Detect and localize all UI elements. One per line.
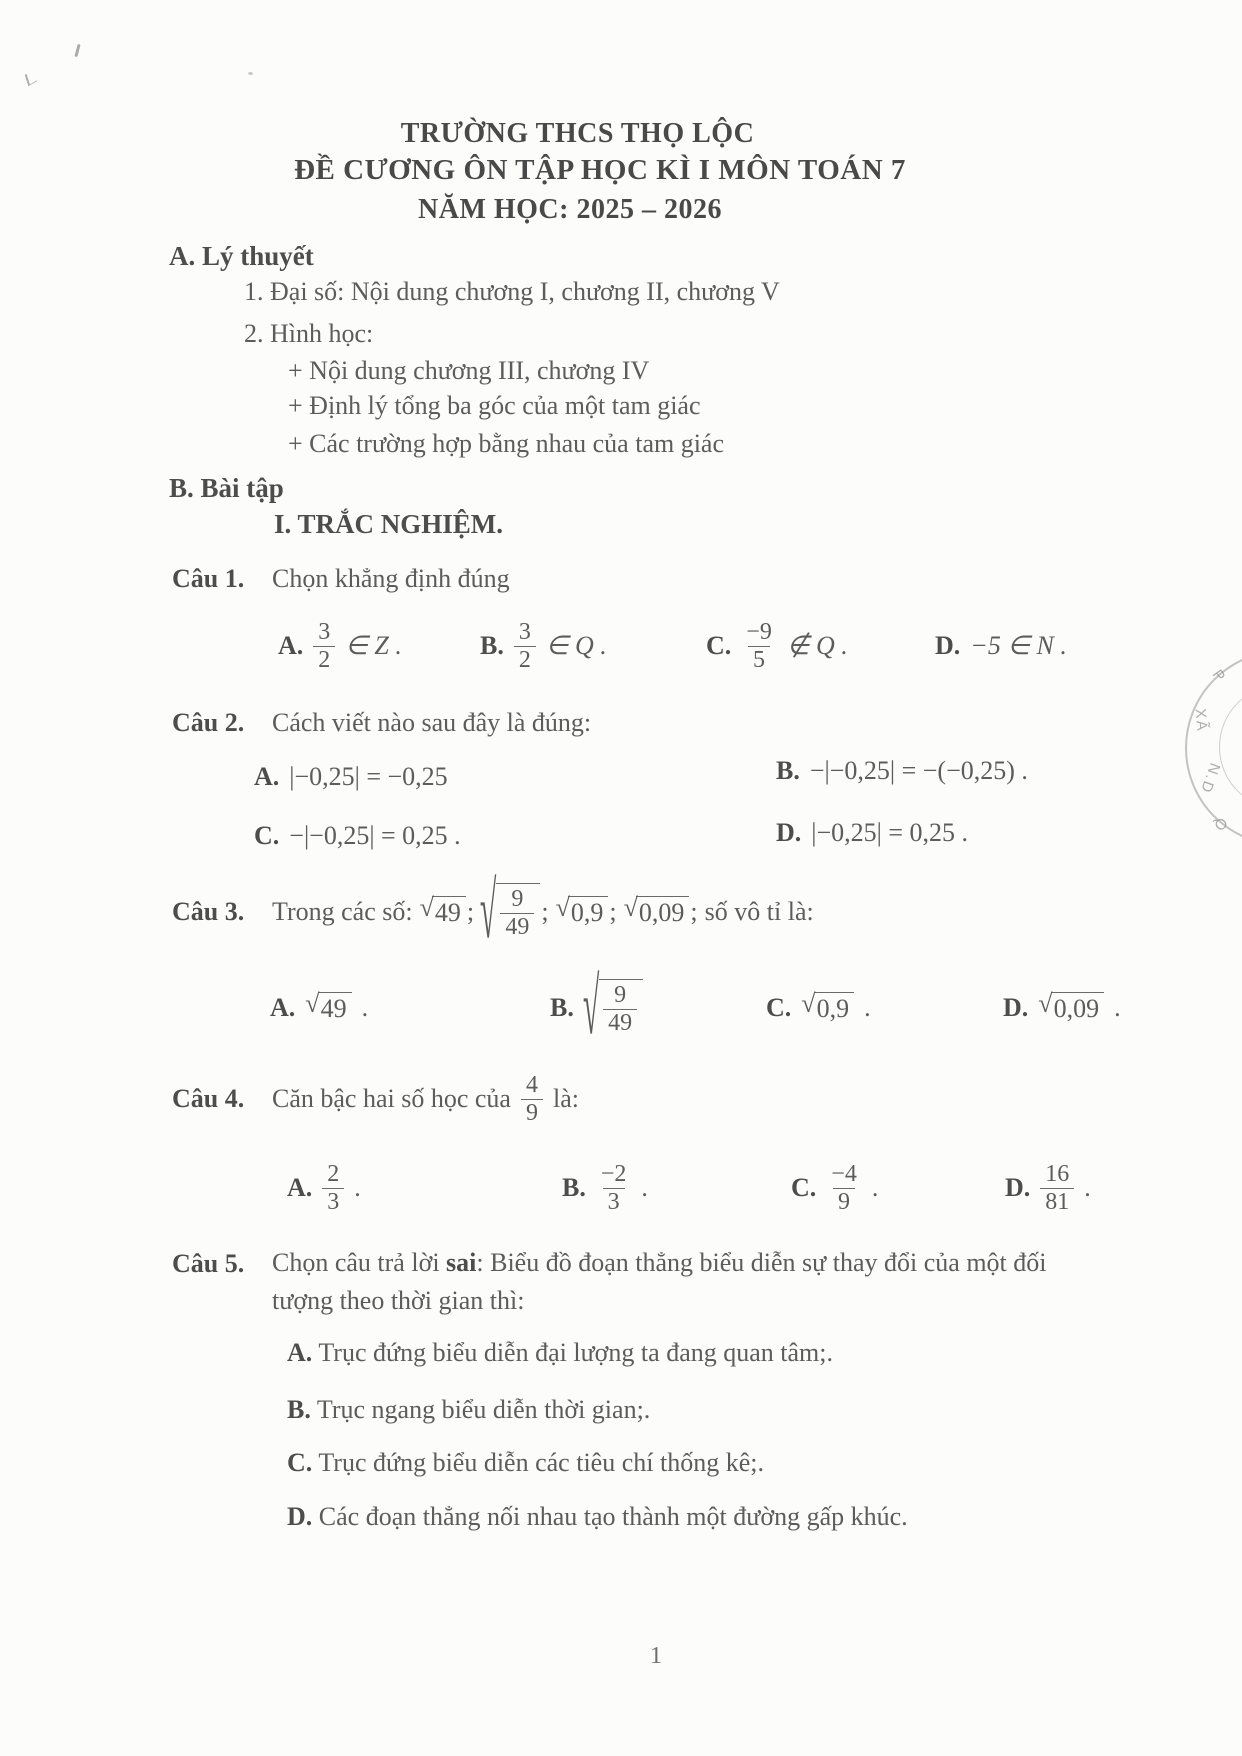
- question-3: [172, 866, 814, 956]
- q3-option-c-tail: .: [864, 993, 871, 1022]
- theory-sub-triangle-sum: + Định lý tổng ba góc của một tam giác: [288, 391, 701, 420]
- sqrt-0-9-icon: [555, 893, 609, 928]
- q3-option-d-label: D.: [1003, 993, 1029, 1022]
- q4-option-d: [1005, 1156, 1091, 1220]
- stamp-text-p: P: [1208, 666, 1230, 687]
- q4-option-d-tail: .: [1084, 1173, 1091, 1202]
- radical-symbol: √: [801, 989, 816, 1019]
- document-title: ĐỀ CƯƠNG ÔN TẬP HỌC KÌ I MÔN TOÁN 7: [294, 154, 906, 186]
- question-4-pre: Căn bậc hai số học của: [272, 1084, 511, 1113]
- radicand: [496, 883, 540, 941]
- sqrt-fraction-icon: [480, 866, 540, 956]
- fraction-numerator: 3: [518, 618, 531, 645]
- radical-symbol: √: [480, 866, 497, 956]
- question-1: [172, 564, 510, 594]
- q1-option-c-label: C.: [706, 631, 732, 660]
- q3-option-a-label: A.: [270, 993, 296, 1022]
- q3-option-b: [550, 962, 643, 1052]
- fraction-numerator: 16: [1045, 1160, 1070, 1187]
- fraction-denominator: 2: [313, 646, 335, 674]
- question-4-label: Câu 4.: [172, 1084, 245, 1113]
- section-multiple-choice: I. TRẮC NGHIỆM.: [274, 509, 504, 539]
- q4-option-b-tail: .: [641, 1173, 648, 1202]
- radicand: [599, 979, 643, 1037]
- q2-option-b: [776, 756, 1028, 786]
- q5-option-a: [287, 1337, 833, 1368]
- practice-heading: B. Bài tập: [169, 473, 284, 503]
- stamp-text-nd: N.D: [1196, 760, 1224, 797]
- radicand: 49: [318, 992, 352, 1024]
- fraction-denominator: 5: [748, 646, 770, 674]
- q4-option-c: [791, 1156, 878, 1220]
- fraction-denominator: 2: [514, 646, 536, 674]
- fraction: [500, 886, 534, 941]
- stamp-text-xa: XÃ: [1191, 707, 1211, 734]
- q1-option-d-label: D.: [935, 631, 961, 660]
- q5-option-c-label: C.: [287, 1448, 313, 1477]
- q3-option-a-tail: .: [361, 993, 369, 1022]
- q2-option-b-label: B.: [776, 756, 800, 785]
- sqrt-0-09-icon: [623, 893, 690, 928]
- fraction-numerator: −4: [831, 1160, 857, 1187]
- q3-option-d: [1003, 976, 1121, 1040]
- separator: ;: [609, 897, 617, 926]
- radicand: 0,09: [1051, 992, 1105, 1024]
- radical-symbol: √: [555, 893, 570, 923]
- q1-option-c-rest: ∉ Q .: [786, 631, 848, 660]
- question-2: [172, 708, 591, 738]
- q3-option-c: [766, 976, 871, 1040]
- radicand: 0,09: [636, 896, 690, 928]
- q2-option-d-text: |−0,25| = 0,25 .: [811, 818, 969, 847]
- question-4: [172, 1072, 579, 1126]
- q4-option-a: [287, 1156, 361, 1220]
- q1-option-c-fraction: [741, 619, 777, 674]
- q5-option-b-label: B.: [287, 1395, 311, 1424]
- q4-option-c-label: C.: [791, 1173, 817, 1202]
- radicand: 49: [432, 896, 466, 928]
- q5-option-b-text: Trục ngang biểu diễn thời gian;.: [316, 1395, 651, 1424]
- radical-symbol: √: [419, 893, 434, 923]
- q1-option-c: [706, 614, 848, 678]
- q2-option-c: [254, 821, 461, 851]
- question-4-post: là:: [552, 1084, 579, 1113]
- separator: ;: [690, 897, 698, 926]
- question-3-label: Câu 3.: [172, 897, 245, 926]
- scan-artifact-tick: [74, 44, 80, 57]
- fraction-numerator: 4: [525, 1071, 538, 1098]
- fraction-denominator: 9: [521, 1099, 543, 1127]
- theory-item-geometry: 2. Hình học:: [244, 319, 374, 348]
- q1-option-a-label: A.: [278, 631, 304, 660]
- q4-option-c-tail: .: [871, 1173, 879, 1202]
- fraction-denominator: 81: [1040, 1188, 1074, 1216]
- fraction-denominator: 9: [833, 1188, 855, 1216]
- radical-symbol: √: [1038, 989, 1053, 1019]
- q4-option-a-tail: .: [354, 1173, 361, 1202]
- q5-option-d: [287, 1501, 908, 1532]
- question-3-post: số vô tỉ là:: [704, 897, 814, 926]
- q2-option-a-label: A.: [254, 762, 280, 791]
- fraction-numerator: −2: [600, 1160, 627, 1187]
- stamp-text-q: Q: [1208, 813, 1231, 836]
- question-5-keyword: sai: [446, 1248, 477, 1277]
- page-number: 1: [650, 1643, 662, 1669]
- radicand: 0,9: [814, 992, 855, 1024]
- q2-option-d: [776, 818, 968, 848]
- q1-option-a-rest: ∈ Z .: [345, 631, 402, 660]
- question-5-label: Câu 5.: [172, 1249, 245, 1278]
- q5-option-c-text: Trục đứng biểu diễn các tiêu chí thống kê;.: [318, 1448, 764, 1477]
- question-2-label: Câu 2.: [172, 708, 245, 737]
- q4-option-a-label: A.: [287, 1173, 313, 1202]
- q1-option-d: [935, 614, 1067, 678]
- radicand: 0,9: [568, 896, 609, 928]
- scan-artifact-squiggle: [25, 70, 38, 87]
- q3-option-c-label: C.: [766, 993, 792, 1022]
- q5-option-a-text: Trục đứng biểu diễn đại lượng ta đang quan tâm;.: [318, 1338, 833, 1367]
- question-3-pre: Trong các số:: [272, 897, 413, 926]
- fraction: [603, 982, 637, 1037]
- question-5-pre: Chọn câu trả lời: [272, 1248, 447, 1277]
- q5-option-b: [287, 1394, 650, 1425]
- sqrt-fraction-icon: [582, 962, 643, 1052]
- fraction-numerator: 2: [327, 1160, 340, 1187]
- question-5-text: [272, 1244, 1112, 1320]
- q3-option-b-label: B.: [550, 993, 574, 1022]
- separator: ;: [541, 897, 549, 926]
- fraction-numerator: 3: [318, 618, 331, 645]
- q2-option-d-label: D.: [776, 818, 802, 847]
- question-2-text: Cách viết nào sau đây là đúng:: [272, 708, 592, 737]
- q5-option-a-label: A.: [287, 1338, 313, 1367]
- separator: ;: [466, 897, 475, 926]
- q5-option-d-label: D.: [287, 1502, 313, 1531]
- fraction: [322, 1161, 344, 1216]
- q1-option-d-text: −5 ∈ N .: [970, 631, 1067, 660]
- fraction-denominator: 49: [603, 1009, 637, 1037]
- q3-option-d-tail: .: [1114, 993, 1121, 1022]
- scan-artifact-dot: [248, 72, 253, 75]
- theory-heading: A. Lý thuyết: [169, 241, 314, 271]
- theory-sub-congruence: + Các trường hợp bằng nhau của tam giác: [288, 429, 725, 458]
- q2-option-b-text: −|−0,25| = −(−0,25) .: [809, 756, 1028, 785]
- fraction-denominator: 3: [603, 1188, 625, 1216]
- fraction-numerator: 9: [614, 982, 627, 1009]
- fraction: [596, 1161, 632, 1216]
- fraction-numerator: 9: [511, 886, 524, 913]
- fraction-numerator: −9: [746, 618, 772, 645]
- q1-option-b: [480, 614, 607, 678]
- question-1-text: Chọn khẳng định đúng: [272, 564, 510, 593]
- sqrt-icon: [801, 989, 854, 1024]
- theory-sub-chapters: + Nội dung chương III, chương IV: [288, 356, 650, 385]
- q4-option-b: [562, 1156, 648, 1220]
- sqrt-49-icon: [419, 893, 466, 928]
- q2-option-a: [254, 762, 448, 792]
- fraction: [521, 1072, 543, 1127]
- q1-option-a: [278, 614, 402, 678]
- q4-option-b-label: B.: [562, 1173, 586, 1202]
- school-year: NĂM HỌC: 2025 – 2026: [418, 194, 722, 225]
- q2-option-c-label: C.: [254, 821, 280, 850]
- q1-option-b-label: B.: [480, 631, 504, 660]
- q2-option-a-text: |−0,25| = −0,25: [289, 762, 448, 791]
- q1-option-b-rest: ∈ Q .: [545, 631, 607, 660]
- q5-option-c: [287, 1447, 764, 1478]
- q3-option-a: [270, 976, 368, 1040]
- sqrt-icon: [305, 989, 351, 1024]
- fraction-denominator: 49: [500, 913, 534, 941]
- fraction-denominator: 3: [322, 1188, 344, 1216]
- fraction: [826, 1161, 862, 1216]
- radical-symbol: √: [623, 893, 638, 923]
- radical-symbol: √: [582, 962, 600, 1052]
- q5-option-d-text: Các đoạn thẳng nối nhau tạo thành một đường gấp khúc.: [318, 1502, 908, 1531]
- fraction: [1040, 1161, 1074, 1216]
- sqrt-icon: [1038, 989, 1104, 1024]
- theory-item-algebra: 1. Đại số: Nội dung chương I, chương II, chương V: [244, 277, 780, 306]
- q4-option-d-label: D.: [1005, 1173, 1031, 1202]
- q2-option-c-text: −|−0,25| = 0,25 .: [289, 821, 461, 850]
- question-1-label: Câu 1.: [172, 564, 245, 593]
- q1-option-b-fraction: [514, 619, 536, 674]
- radical-symbol: √: [305, 989, 320, 1019]
- question-5-post: : Biểu đồ đoạn thẳng biểu diễn sự thay đổi của một đối tượng theo thời gian thì:: [272, 1248, 1047, 1315]
- q1-option-a-fraction: [313, 619, 335, 674]
- school-name: TRƯỜNG THCS THỌ LỘC: [400, 118, 755, 149]
